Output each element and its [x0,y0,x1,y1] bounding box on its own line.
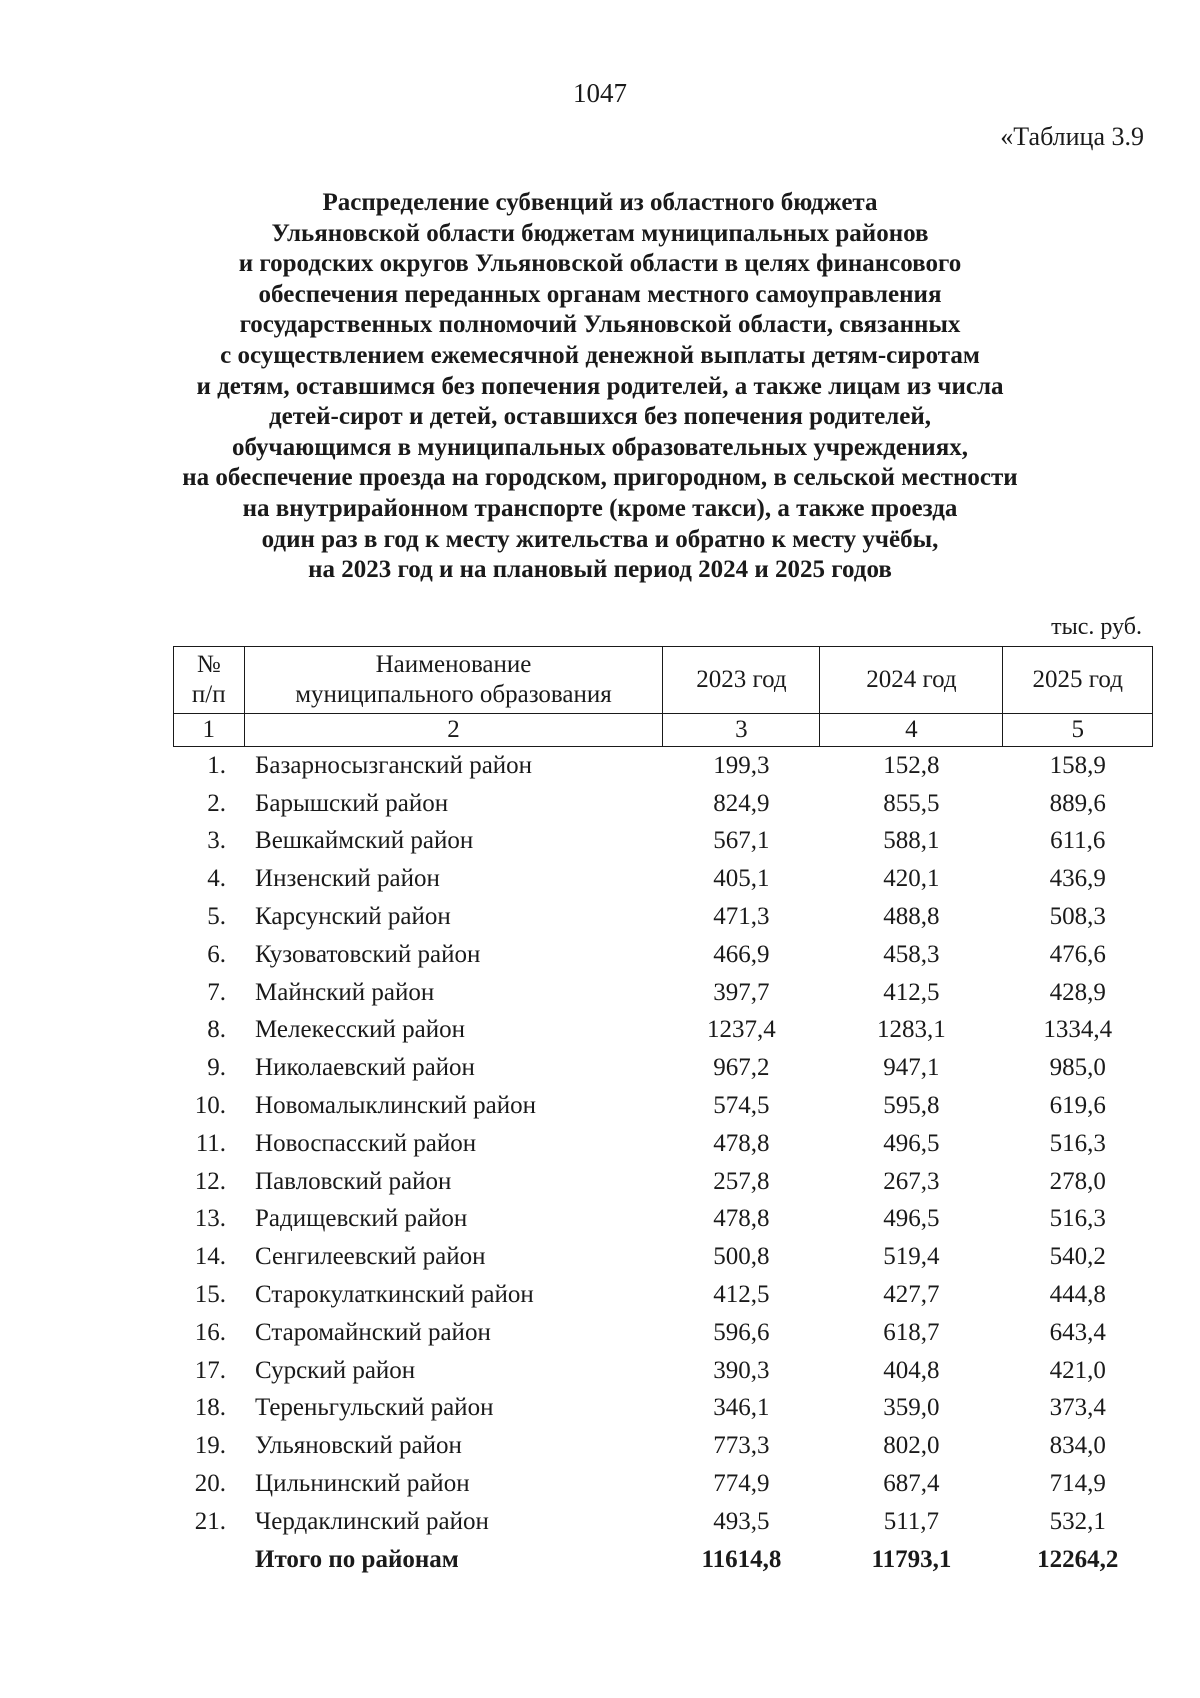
subsidy-table [173,646,1153,1579]
value-2025: 373,4 [1049,1394,1106,1422]
district-name: Итого по районам [255,1545,459,1573]
value-2025: 436,9 [1049,865,1106,893]
header-num-line1: № [196,651,221,678]
value-2025: 158,9 [1049,751,1106,779]
value-2025: 834,0 [1049,1432,1106,1460]
value-2023: 405,1 [713,865,770,893]
value-2023: 412,5 [713,1281,770,1309]
value-2025: 714,9 [1049,1470,1106,1498]
district-name: Старокулаткинский район [255,1281,534,1309]
table-row [174,1125,1153,1163]
value-2024: 152,8 [883,751,940,779]
table-row [174,1503,1153,1541]
title-line: Распределение субвенций из областного бюджета [322,189,878,216]
value-2025: 540,2 [1049,1243,1106,1271]
table-row [174,1465,1153,1503]
value-2023: 346,1 [713,1394,770,1422]
value-2024: 947,1 [883,1054,940,1082]
district-name: Кузоватовский район [255,940,481,968]
title-line: с осуществлением ежемесячной денежной выплаты детям-сиротам [220,341,980,369]
table-row [174,1049,1153,1087]
row-number: 3. [207,827,227,855]
value-2025: 444,8 [1049,1281,1106,1309]
row-number: 14. [194,1243,227,1271]
value-2025: 476,6 [1049,940,1106,968]
value-2024: 427,7 [883,1281,940,1309]
value-2023: 397,7 [713,978,770,1006]
value-2023: 478,8 [713,1129,770,1157]
table-row [174,747,1153,785]
value-2024: 595,8 [883,1092,940,1120]
title-line: детей-сирот и детей, оставшихся без попечения родителей, [269,403,931,431]
value-2025: 12264,2 [1037,1545,1119,1573]
value-2024: 420,1 [883,865,940,893]
value-2025: 516,3 [1049,1129,1106,1157]
total-row [174,1541,1153,1579]
value-2025: 985,0 [1049,1054,1106,1082]
value-2023: 199,3 [713,751,770,779]
table-row [174,785,1153,823]
table-row [174,1087,1153,1125]
table-row [174,974,1153,1012]
value-2024: 802,0 [883,1432,940,1460]
district-name: Новоспасский район [255,1129,477,1157]
value-2025: 428,9 [1049,978,1106,1006]
row-number: 11. [195,1129,227,1157]
title-line: на внутрирайонном транспорте (кроме такси), а также проезда [242,494,958,522]
district-name: Павловский район [255,1167,452,1195]
value-2024: 496,5 [883,1205,940,1233]
title-line: на обеспечение проезда на городском, пригородном, в сельской местности [182,464,1018,492]
value-2025: 278,0 [1049,1167,1106,1195]
value-2024: 488,8 [883,903,940,931]
value-2025: 643,4 [1049,1318,1106,1346]
title-line: обучающимся в муниципальных образовательных учреждениях, [232,433,968,461]
row-number: 8. [207,1016,227,1044]
district-name: Тереньгульский район [255,1394,494,1422]
district-name: Николаевский район [255,1054,475,1082]
value-2023: 773,3 [713,1432,770,1460]
district-name: Майнский район [255,978,435,1006]
district-name: Новомалыклинский район [255,1092,536,1120]
header-name-line1: Наименование [375,651,532,678]
value-2025: 889,6 [1049,789,1106,817]
table-row [174,1427,1153,1465]
value-2025: 1334,4 [1043,1016,1113,1044]
district-name: Цильнинский район [255,1470,470,1498]
document-title [150,188,1050,586]
table-row [174,860,1153,898]
district-name: Базарносызганский район [255,751,533,779]
value-2023: 596,6 [713,1318,770,1346]
district-name: Мелекесский район [255,1016,466,1044]
row-number: 5. [207,903,227,931]
value-2024: 519,4 [883,1243,940,1271]
district-name: Карсунский район [255,903,451,931]
value-2023: 500,8 [713,1243,770,1271]
header-2025: 2025 год [1003,647,1153,714]
title-line: один раз в год к месту жительства и обратно к месту учёбы, [261,525,939,553]
district-name: Старомайнский район [255,1318,491,1346]
value-2023: 478,8 [713,1205,770,1233]
district-name: Ульяновский район [255,1432,462,1460]
value-2023: 774,9 [713,1470,770,1498]
table-row [174,1012,1153,1050]
table-row [174,1238,1153,1276]
row-number: 7. [207,978,227,1006]
title-line: на 2023 год и на плановый период 2024 и 2025 годов [308,556,892,584]
title-line: и городских округов Ульяновской области в целях финансового [238,250,962,278]
district-name: Чердаклинский район [255,1507,489,1535]
row-number: 12. [194,1167,227,1195]
value-2023: 466,9 [713,940,770,968]
value-2023: 471,3 [713,903,770,931]
header-name [244,647,663,714]
value-2023: 11614,8 [701,1545,782,1573]
table-row [174,823,1153,861]
row-number: 19. [194,1432,227,1460]
district-name: Барышский район [255,789,449,817]
header-num-line2: п/п [191,681,226,708]
title-line: Ульяновской области бюджетам муниципальных районов [271,219,929,247]
value-2024: 359,0 [883,1394,940,1422]
title-line: обеспечения переданных органам местного самоуправления [258,280,942,308]
row-number: 4. [207,865,227,893]
row-number: 17. [194,1356,227,1384]
row-number: 18. [194,1394,227,1422]
row-number: 9. [207,1054,227,1082]
table-row [174,1276,1153,1314]
table-row [174,1163,1153,1201]
column-index-row [174,714,1153,747]
column-index: 2 [244,714,663,747]
column-index: 3 [663,714,820,747]
value-2024: 687,4 [883,1470,940,1498]
value-2024: 412,5 [883,978,940,1006]
value-2023: 967,2 [713,1054,770,1082]
value-2024: 855,5 [883,789,940,817]
row-number: 16. [194,1318,227,1346]
page-number: 1047 [573,78,627,108]
value-2024: 267,3 [883,1167,940,1195]
value-2024: 458,3 [883,940,940,968]
table-row [174,936,1153,974]
row-number: 2. [207,789,227,817]
units-label: тыс. руб. [1051,614,1142,640]
value-2025: 516,3 [1049,1205,1106,1233]
header-name-line2: муниципального образования [295,681,612,708]
district-name: Инзенский район [255,865,440,893]
value-2024: 11793,1 [871,1545,952,1573]
value-2023: 567,1 [713,827,770,855]
value-2025: 611,6 [1050,827,1106,855]
table-row [174,1390,1153,1428]
value-2024: 618,7 [883,1318,940,1346]
row-number: 21. [194,1507,227,1535]
district-name: Сурский район [255,1356,416,1384]
value-2025: 619,6 [1049,1092,1106,1120]
value-2024: 588,1 [883,827,940,855]
row-number: 13. [194,1205,227,1233]
row-number: 15. [194,1281,227,1309]
row-number: 6. [207,940,227,968]
value-2024: 1283,1 [877,1016,946,1044]
value-2023: 1237,4 [707,1016,776,1044]
value-2024: 404,8 [883,1356,940,1384]
row-number: 1. [207,751,227,779]
value-2024: 511,7 [883,1507,940,1535]
header-2023: 2023 год [663,647,820,714]
table-row [174,898,1153,936]
header-num [174,647,245,714]
value-2025: 508,3 [1049,903,1106,931]
district-name: Сенгилеевский район [255,1243,486,1271]
title-line: и детям, оставшимся без попечения родителей, а также лицам из числа [196,372,1004,400]
table-header-row [174,647,1153,714]
value-2023: 574,5 [713,1092,770,1120]
value-2023: 257,8 [713,1167,770,1195]
value-2023: 493,5 [713,1507,770,1535]
value-2024: 496,5 [883,1129,940,1157]
row-number [174,1541,245,1579]
column-index: 4 [820,714,1003,747]
column-index: 5 [1003,714,1153,747]
table-row [174,1201,1153,1239]
table-label: «Таблица 3.9 [1000,122,1144,151]
table-row [174,1314,1153,1352]
value-2023: 824,9 [713,789,770,817]
district-name: Радищевский район [255,1205,468,1233]
row-number: 10. [194,1092,227,1120]
district-name: Вешкаймский район [255,827,474,855]
row-number: 20. [194,1470,227,1498]
title-line: государственных полномочий Ульяновской области, связанных [239,311,961,339]
table-row [174,1352,1153,1390]
column-index: 1 [174,714,245,747]
value-2025: 421,0 [1049,1356,1106,1384]
value-2025: 532,1 [1049,1507,1106,1535]
value-2023: 390,3 [713,1356,770,1384]
header-2024: 2024 год [820,647,1003,714]
